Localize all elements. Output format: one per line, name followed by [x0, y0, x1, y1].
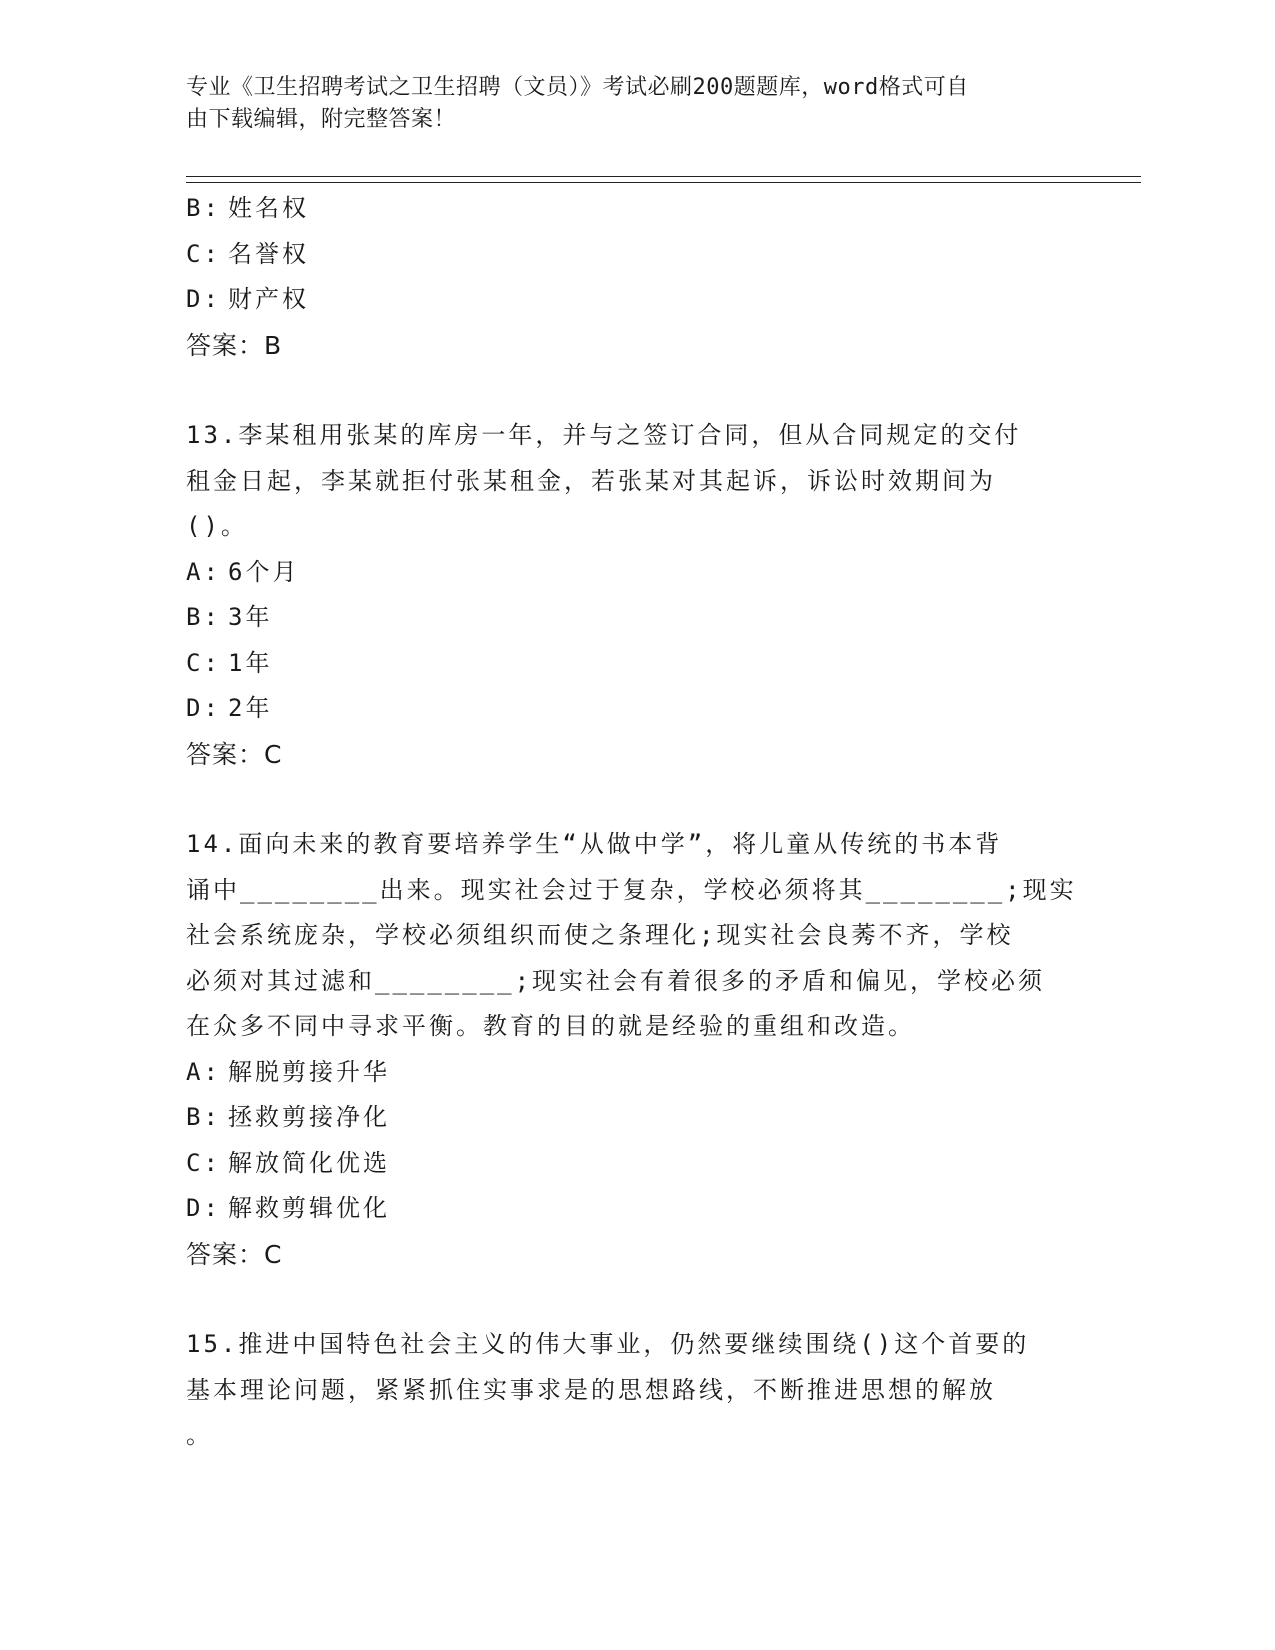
option-text: 3年	[228, 603, 273, 631]
option-letter: C:	[186, 1148, 221, 1177]
option-c	[186, 232, 1066, 278]
header-divider-top	[186, 176, 1141, 177]
spacer	[186, 368, 1066, 413]
option-d	[186, 1186, 1066, 1232]
option-b	[186, 186, 1066, 232]
option-text: 解放简化优选	[228, 1148, 390, 1177]
option-d	[186, 277, 1066, 323]
option-text: 解脱剪接升华	[228, 1057, 390, 1086]
prev-question-block	[186, 186, 1066, 368]
header-divider-bottom	[186, 182, 1141, 183]
option-letter: C:	[186, 239, 221, 268]
question-text-line: 基本理论问题，紧紧抓住实事求是的思想路线，不断推进思想的解放	[186, 1375, 996, 1404]
question-15-block	[186, 1322, 1066, 1459]
option-letter: A:	[186, 557, 221, 586]
option-text: 姓名权	[228, 194, 309, 222]
document-header	[186, 72, 1066, 136]
question-text-line: 。	[186, 1421, 213, 1449]
header-line-1: 专业《卫生招聘考试之卫生招聘（文员）》考试必刷200题题库，word格式可自	[186, 75, 969, 100]
question-text-line: ()。	[186, 512, 248, 540]
spacer	[186, 777, 1066, 822]
option-letter: B:	[186, 1103, 221, 1131]
answer-line: 答案：C	[186, 1239, 283, 1269]
option-letter: B:	[186, 603, 221, 631]
question-text-line: 诵中________出来。现实社会过于复杂，学校必须将其________;现实	[186, 875, 1077, 904]
option-letter: A:	[186, 1057, 221, 1086]
question-13-block	[186, 413, 1066, 777]
option-a	[186, 550, 1066, 596]
option-letter: D:	[186, 694, 221, 722]
question-text-line: 14.面向未来的教育要培养学生“从做中学”，将儿童从传统的书本背	[186, 830, 1003, 858]
question-14-block	[186, 822, 1077, 1277]
spacer	[186, 1277, 1066, 1322]
option-c	[186, 641, 1066, 687]
option-letter: D:	[186, 285, 221, 313]
answer-line: 答案：C	[186, 739, 283, 769]
header-line-2: 由下载编辑，附完整答案！	[186, 107, 457, 132]
question-text-line: 13.李某租用张某的库房一年，并与之签订合同，但从合同规定的交付	[186, 421, 1022, 449]
option-d	[186, 686, 1066, 732]
question-text-line: 社会系统庞杂，学校必须组织而使之条理化;现实社会良莠不齐，学校	[186, 921, 1014, 949]
option-b	[186, 1095, 1066, 1141]
option-text: 2年	[228, 694, 273, 722]
option-a	[186, 1050, 1066, 1096]
option-text: 名誉权	[228, 239, 309, 268]
question-text-line: 15.推进中国特色社会主义的伟大事业，仍然要继续围绕()这个首要的	[186, 1330, 1030, 1358]
question-text-line: 必须对其过滤和________;现实社会有着很多的矛盾和偏见，学校必须	[186, 966, 1046, 995]
option-letter: C:	[186, 648, 221, 677]
option-b	[186, 595, 1066, 641]
option-text: 1年	[228, 648, 273, 677]
option-c	[186, 1141, 1066, 1187]
question-text-line: 在众多不同中寻求平衡。教育的目的就是经验的重组和改造。	[186, 1012, 915, 1040]
question-text-line: 租金日起，李某就拒付张某租金，若张某对其起诉，诉讼时效期间为	[186, 466, 996, 495]
answer-line: 答案：B	[186, 330, 283, 360]
option-text: 拯救剪接净化	[228, 1103, 390, 1131]
option-text: 解救剪辑优化	[228, 1194, 390, 1222]
option-letter: B:	[186, 194, 221, 222]
option-text: 财产权	[228, 285, 309, 313]
option-text: 6个月	[228, 557, 300, 586]
document-body	[186, 186, 1077, 1459]
option-letter: D:	[186, 1194, 221, 1222]
